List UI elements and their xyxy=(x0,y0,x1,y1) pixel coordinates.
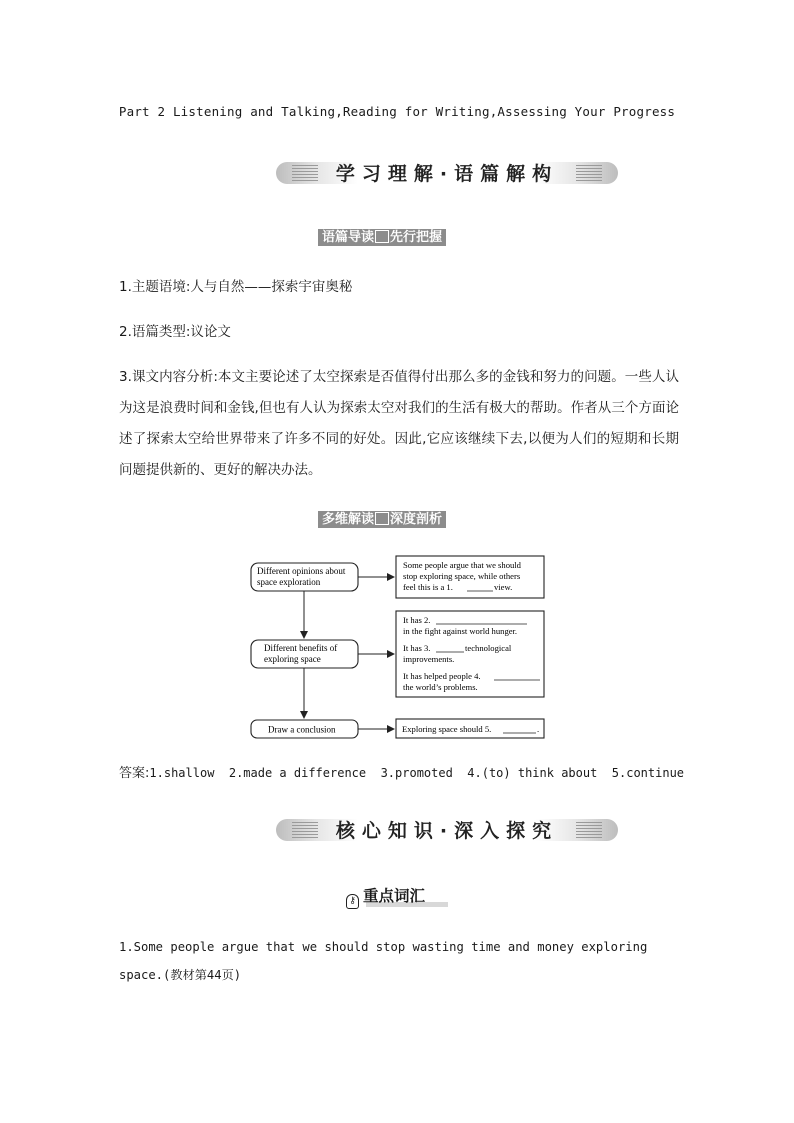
box-opinions-line1: Different opinions about xyxy=(257,566,346,576)
section-banner-core xyxy=(276,817,618,843)
answers-line xyxy=(119,762,684,781)
banner-title: 学习理解·语篇解构 xyxy=(335,163,559,185)
box2-line3b: technological xyxy=(465,643,512,653)
tag-left: 语篇导读 xyxy=(322,230,375,245)
part-title: Part 2 Listening and Talking,Reading for Writing,Assessing Your Progress xyxy=(118,104,676,119)
box1-line3-end: view. xyxy=(494,582,513,592)
box2-line3a: It has 3. xyxy=(403,643,431,653)
box-conclusion-text: Draw a conclusion xyxy=(268,724,336,735)
vocab-title xyxy=(346,884,425,909)
box2-line4: improvements. xyxy=(403,654,455,664)
item-theme: 1.主题语境:人与自然——探索宇宙奥秘 xyxy=(119,279,353,295)
box1-line3: feel this is a 1. xyxy=(403,582,453,592)
answers-text: 1.shallow 2.made a difference 3.promoted 4.(to) think about 5.continue xyxy=(149,766,685,780)
answers-label: 答案: xyxy=(119,766,150,781)
tag-right: 先行把握 xyxy=(390,230,443,245)
box-opinions-line2: space exploration xyxy=(257,577,321,587)
box3-text: Exploring space should 5. xyxy=(402,724,492,734)
item-analysis: 3.课文内容分析:本文主要论述了太空探索是否值得付出那么多的金钱和努力的问题。一些人认为这是浪费时间和金钱,但也有人认为探索太空对我们的生活有极大的帮助。作者从三个方面论述了探索太空给世界带来了许多不同的好处。因此,它应该继续下去,以便为人们的短期和长期问题提供新的、更好的解决办法。 xyxy=(119,369,679,478)
box2-line1: It has 2. xyxy=(403,615,431,625)
box1-line1: Some people argue that we should xyxy=(403,560,521,570)
box2-line5: It has helped people 4. xyxy=(403,671,481,681)
box3-end: . xyxy=(537,724,540,734)
box-benefits-line1: Different benefits of xyxy=(264,643,338,653)
banner-title: 核心知识·深入探究 xyxy=(335,820,559,842)
tag-left: 多维解读 xyxy=(322,512,375,527)
item-genre: 2.语篇类型:议论文 xyxy=(119,324,231,340)
vocab-sentence-1: 1.Some people argue that we should stop wasting time and money exploring space.(教材第44页) xyxy=(119,940,648,982)
vocab-title-text: 重点词汇 xyxy=(363,887,426,905)
key-icon: ⚷ xyxy=(346,894,359,909)
box1-line2: stop exploring space, while others xyxy=(403,571,521,581)
box2-line6: the world’s problems. xyxy=(403,682,478,692)
tag-right: 深度剖析 xyxy=(390,512,443,527)
box-benefits-line2: exploring space xyxy=(264,654,321,664)
box2-line2: in the fight against world hunger. xyxy=(403,626,518,636)
